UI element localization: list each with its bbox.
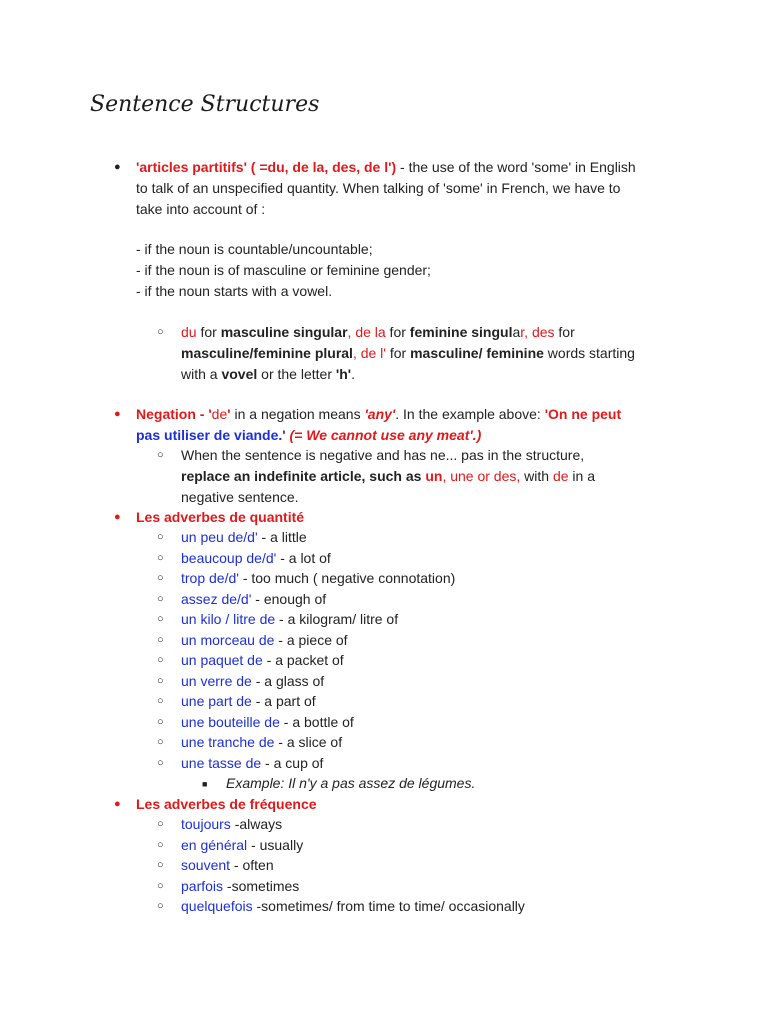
letter-h: 'h' bbox=[335, 366, 352, 382]
text: in a negation means bbox=[230, 406, 365, 422]
list-item bbox=[181, 691, 316, 711]
text: for bbox=[385, 324, 410, 340]
negation-de: de bbox=[211, 406, 228, 422]
text: with bbox=[520, 468, 553, 484]
bullet-circle: ○ bbox=[157, 326, 164, 338]
masc-fem: masculine/ feminine bbox=[410, 345, 544, 361]
french-term: en général bbox=[181, 836, 248, 853]
text: words starting bbox=[543, 345, 635, 361]
partitifs-line-1 bbox=[136, 157, 636, 177]
english-meaning: - a part of bbox=[251, 693, 316, 709]
masc-sing: masculine singular bbox=[220, 324, 348, 340]
list-item bbox=[181, 609, 398, 629]
partitifs-sub-line-1 bbox=[181, 322, 575, 342]
english-meaning: - enough of bbox=[251, 590, 327, 607]
list-item bbox=[181, 589, 326, 609]
negation-de-2: de bbox=[552, 468, 569, 484]
partitifs-line-2: to talk of an unspecified quantity. When talking of 'some' in French, we have to bbox=[136, 180, 621, 196]
partitifs-condition-2: - if the noun is of masculine or feminine gender; bbox=[136, 262, 431, 278]
list-item bbox=[181, 732, 342, 752]
list-item bbox=[181, 650, 344, 670]
bullet-circle: ○ bbox=[157, 531, 164, 543]
french-term: souvent bbox=[181, 857, 231, 873]
french-term: une bouteille de bbox=[181, 713, 280, 730]
bullet-circle: ○ bbox=[157, 449, 164, 461]
bullet-circle: ○ bbox=[157, 633, 164, 646]
partitifs-term: 'articles partitifs' ( =du, de la, des, de l') bbox=[136, 159, 397, 175]
bullet-disc: ● bbox=[114, 408, 121, 420]
negation-sub-line-3: negative sentence. bbox=[181, 489, 299, 505]
partitifs-sub-line-3 bbox=[181, 364, 355, 384]
partitifs-condition-3: - if the noun starts with a vowel. bbox=[136, 283, 333, 299]
english-meaning: - a packet of bbox=[262, 652, 344, 668]
list-item bbox=[181, 548, 331, 568]
text: for bbox=[196, 324, 221, 340]
negation-any: 'any' bbox=[364, 406, 396, 422]
text: a bbox=[512, 324, 521, 340]
english-meaning: - a lot of bbox=[276, 549, 331, 566]
english-meaning: - a slice of bbox=[274, 734, 343, 750]
text: , bbox=[352, 345, 361, 361]
text: in a bbox=[568, 468, 595, 484]
english-meaning: -sometimes/ from time to time/ occasionally bbox=[252, 898, 525, 914]
bullet-circle: ○ bbox=[157, 551, 164, 564]
article-de-la: de la bbox=[355, 324, 386, 340]
bullet-circle: ○ bbox=[157, 756, 164, 769]
list-item bbox=[181, 896, 525, 916]
page-title: Sentence Structures bbox=[90, 92, 320, 117]
french-term: un verre de bbox=[181, 672, 252, 689]
french-term: quelquefois bbox=[181, 898, 253, 914]
frequence-heading: Les adverbes de fréquence bbox=[136, 796, 317, 812]
partitifs-sub-line-2 bbox=[181, 343, 635, 363]
french-term: toujours bbox=[181, 816, 231, 832]
negation-example-fr: 'On ne peut bbox=[544, 406, 622, 422]
quantite-heading: Les adverbes de quantité bbox=[136, 509, 305, 525]
english-meaning: - a little bbox=[257, 529, 307, 545]
partitifs-line-3: take into account of : bbox=[136, 201, 266, 217]
article-du: du bbox=[181, 324, 197, 340]
english-meaning: - often bbox=[230, 857, 274, 873]
text: . bbox=[351, 366, 355, 382]
list-item bbox=[181, 876, 299, 896]
english-meaning: - a kilogram/ litre of bbox=[275, 611, 399, 627]
partitifs-desc: - the use of the word 'some' in English bbox=[396, 159, 636, 175]
text: with a bbox=[181, 366, 222, 382]
negation-sub-line-1: When the sentence is negative and has ne... pas in the structure, bbox=[181, 447, 585, 463]
negation-example-en: (= We cannot use any meat'.) bbox=[285, 427, 482, 443]
bullet-disc: ● bbox=[114, 798, 121, 810]
bullet-circle: ○ bbox=[157, 838, 164, 851]
list-item bbox=[181, 814, 282, 834]
french-term: assez de/d' bbox=[181, 590, 252, 607]
negation-term: Negation - ' bbox=[136, 406, 212, 422]
article-une-des: , une or des, bbox=[442, 468, 521, 484]
english-meaning: - a cup of bbox=[261, 754, 324, 771]
english-meaning: - a glass of bbox=[251, 672, 325, 689]
bullet-circle: ○ bbox=[157, 818, 164, 830]
french-term: un morceau de bbox=[181, 631, 275, 648]
bullet-circle: ○ bbox=[157, 715, 164, 728]
list-item bbox=[181, 630, 348, 650]
french-term: beaucoup de/d' bbox=[181, 549, 277, 566]
text: r, bbox=[520, 324, 532, 340]
bullet-circle: ○ bbox=[157, 695, 164, 707]
text: . In the example above: bbox=[395, 406, 545, 422]
bullet-circle: ○ bbox=[157, 674, 164, 687]
negation-line-1 bbox=[136, 404, 621, 424]
french-term: un paquet de bbox=[181, 652, 263, 668]
vovel: vovel bbox=[221, 366, 258, 382]
french-term: parfois bbox=[181, 877, 224, 894]
partitifs-condition-1: - if the noun is countable/uncountable; bbox=[136, 241, 373, 257]
text: for bbox=[554, 324, 575, 340]
list-item bbox=[181, 527, 307, 547]
bullet-circle: ○ bbox=[157, 654, 164, 666]
french-term: trop de/d' bbox=[181, 570, 239, 586]
bullet-circle: ○ bbox=[157, 859, 164, 871]
english-meaning: - usually bbox=[247, 836, 304, 853]
bullet-circle: ○ bbox=[157, 592, 164, 605]
text: , bbox=[347, 324, 356, 340]
text: replace an indefinite article, such as bbox=[181, 468, 426, 484]
bullet-circle: ○ bbox=[157, 879, 164, 892]
list-item bbox=[181, 568, 455, 588]
english-meaning: -sometimes bbox=[223, 877, 300, 894]
negation-sub-line-2 bbox=[181, 466, 595, 486]
text: or the letter bbox=[257, 366, 336, 382]
article-des: des bbox=[531, 324, 555, 340]
bullet-circle: ○ bbox=[157, 613, 164, 625]
list-item bbox=[181, 855, 274, 875]
text: ' bbox=[227, 406, 231, 422]
french-term: un kilo / litre de bbox=[181, 611, 276, 627]
bullet-square: ■ bbox=[202, 779, 208, 789]
text: for bbox=[385, 345, 411, 361]
french-term: une tranche de bbox=[181, 734, 275, 750]
list-item bbox=[181, 835, 303, 855]
bullet-circle: ○ bbox=[157, 572, 164, 584]
french-term: une part de bbox=[181, 693, 252, 709]
list-item bbox=[181, 753, 323, 773]
fem-sing: feminine singul bbox=[409, 324, 513, 340]
french-term: une tasse de bbox=[181, 754, 262, 771]
bullet-disc: ● bbox=[114, 161, 121, 173]
english-meaning: -always bbox=[230, 816, 283, 832]
bullet-circle: ○ bbox=[157, 900, 164, 912]
negation-line-2 bbox=[136, 425, 481, 445]
list-item bbox=[181, 671, 324, 691]
article-de-l: de l' bbox=[360, 345, 386, 361]
english-meaning: - a piece of bbox=[274, 631, 348, 648]
list-item bbox=[181, 712, 354, 732]
bullet-circle: ○ bbox=[157, 736, 164, 748]
french-term: un peu de/d' bbox=[181, 529, 258, 545]
quantite-example: Example: Il n'y a pas assez de légumes. bbox=[226, 775, 476, 791]
english-meaning: - a bottle of bbox=[279, 713, 354, 730]
masc-fem-plural: masculine/feminine plural bbox=[181, 345, 353, 361]
article-un: un bbox=[425, 468, 443, 484]
english-meaning: - too much ( negative connotation) bbox=[238, 570, 456, 586]
negation-example-fr-2: pas utiliser de viande.' bbox=[136, 427, 286, 443]
bullet-disc: ● bbox=[114, 511, 121, 523]
